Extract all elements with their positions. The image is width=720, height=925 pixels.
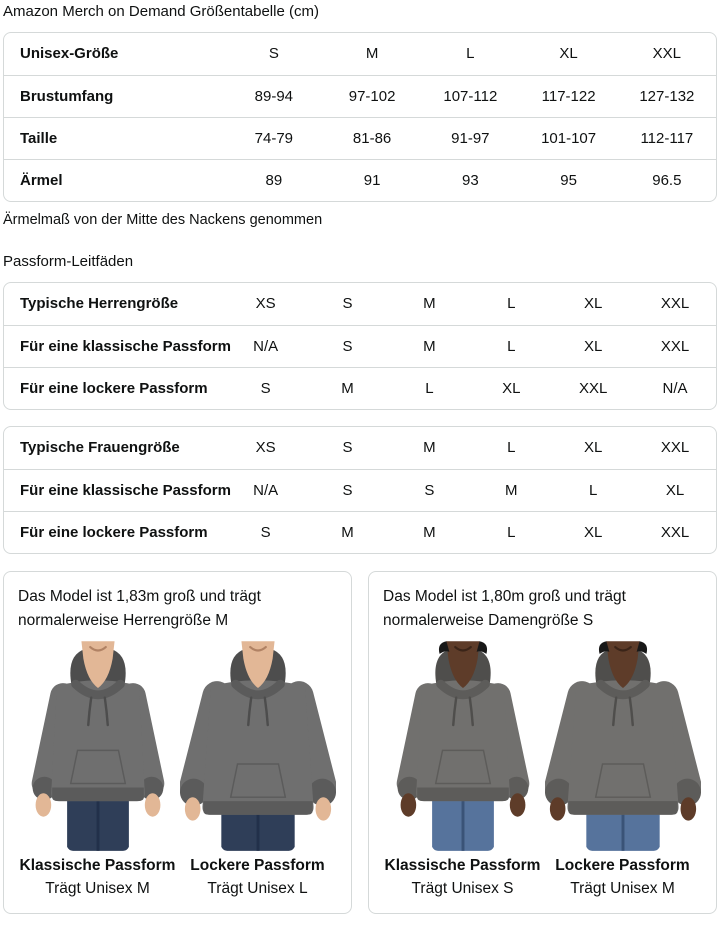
- fit-value: XL: [583, 439, 603, 457]
- fit-value: L: [552, 469, 634, 511]
- fit-row-label: Für eine lockere Passform: [4, 511, 225, 553]
- size-column-header: L: [466, 45, 475, 63]
- measure-row-label: Taille: [4, 117, 225, 159]
- sleeve-measure-note: Ärmelmaß von der Mitte des Nackens genommen: [3, 212, 323, 228]
- model-photos: [18, 641, 337, 901]
- model-photo-loose-fit: [180, 641, 336, 851]
- male-model-card: [3, 571, 352, 914]
- model-cards-row: [3, 571, 717, 914]
- fit-value: XS: [255, 439, 276, 457]
- size-table-header-label: Unisex-Größe: [20, 45, 119, 63]
- fit-value: XL: [470, 367, 552, 409]
- fit-value: XXL: [634, 325, 716, 367]
- measure-value: 96.5: [618, 159, 716, 201]
- model-photo-loose-fit: [545, 641, 701, 851]
- fit-value: M: [423, 439, 436, 457]
- measure-value: 89: [225, 159, 323, 201]
- fit-value: N/A: [225, 325, 307, 367]
- table-row: [4, 75, 716, 117]
- fit-value: M: [307, 367, 389, 409]
- fit-value: S: [342, 439, 353, 457]
- fit-row-label: Für eine lockere Passform: [4, 367, 225, 409]
- table-row: [4, 283, 716, 325]
- fit-value: XXL: [660, 439, 690, 457]
- size-caption: Trägt Unisex S: [411, 880, 514, 897]
- measure-value: 89-94: [225, 75, 323, 117]
- fit-value: M: [307, 511, 389, 553]
- fit-value: XXL: [634, 511, 716, 553]
- measure-value: 127-132: [618, 75, 716, 117]
- fit-value: S: [307, 325, 389, 367]
- fit-value: M: [388, 511, 470, 553]
- fit-value: S: [225, 367, 307, 409]
- fit-value: XXL: [660, 295, 690, 313]
- fit-value: M: [388, 325, 470, 367]
- measure-value: 95: [519, 159, 617, 201]
- fit-value: L: [470, 325, 552, 367]
- measure-value: 93: [421, 159, 519, 201]
- table-row: [4, 511, 716, 553]
- table-row: [4, 159, 716, 201]
- fit-row-label: Für eine klassische Passform: [4, 325, 225, 367]
- model-description: Das Model ist 1,80m groß und trägt normalerweise Damengröße S: [383, 588, 626, 629]
- measure-value: 97-102: [323, 75, 421, 117]
- table-row: [4, 427, 716, 469]
- fit-value: L: [470, 511, 552, 553]
- mens-fit-table: [3, 282, 717, 410]
- fit-caption: Lockere Passform: [555, 857, 690, 874]
- classic-fit-column: [385, 641, 541, 901]
- fit-value: S: [307, 469, 389, 511]
- fit-caption: Lockere Passform: [190, 857, 325, 874]
- model-photo-classic-fit: [20, 641, 176, 851]
- fit-value: S: [225, 511, 307, 553]
- model-description: Das Model ist 1,83m groß und trägt normalerweise Herrengröße M: [18, 588, 261, 629]
- model-photo-classic-fit: [385, 641, 541, 851]
- measure-value: 81-86: [323, 117, 421, 159]
- classic-fit-column: [20, 641, 176, 901]
- size-caption: Trägt Unisex M: [45, 880, 150, 897]
- fit-value: XL: [552, 511, 634, 553]
- womens-fit-table: [3, 426, 717, 554]
- size-column-header: M: [365, 45, 379, 63]
- measure-value: 117-122: [519, 75, 617, 117]
- table-row: [4, 117, 716, 159]
- measure-value: 91: [323, 159, 421, 201]
- fit-value: M: [470, 469, 552, 511]
- fit-value: N/A: [634, 367, 716, 409]
- measure-value: 91-97: [421, 117, 519, 159]
- model-photos: [383, 641, 702, 901]
- fit-row-label: Typische Herrengröße: [20, 295, 179, 313]
- fit-value: S: [388, 469, 470, 511]
- fit-value: L: [507, 439, 516, 457]
- size-caption: Trägt Unisex L: [207, 880, 308, 897]
- table-row: [4, 469, 716, 511]
- table-row: [4, 33, 716, 75]
- fit-value: XS: [255, 295, 276, 313]
- fit-value: XXL: [552, 367, 634, 409]
- fit-guides-heading: Passform-Leitfäden: [3, 253, 134, 270]
- table-row: [4, 325, 716, 367]
- fit-value: L: [388, 367, 470, 409]
- unisex-size-table: [3, 32, 717, 202]
- fit-caption: Klassische Passform: [384, 857, 541, 874]
- size-column-header: S: [268, 45, 279, 63]
- measure-value: 101-107: [519, 117, 617, 159]
- fit-value: N/A: [225, 469, 307, 511]
- measure-row-label: Ärmel: [4, 159, 225, 201]
- measure-value: 107-112: [421, 75, 519, 117]
- fit-value: XL: [552, 325, 634, 367]
- measure-value: 74-79: [225, 117, 323, 159]
- fit-row-label: Typische Frauengröße: [20, 439, 180, 457]
- female-model-card: [368, 571, 717, 914]
- size-column-header: XL: [559, 45, 578, 63]
- loose-fit-column: [180, 641, 336, 901]
- fit-value: S: [342, 295, 353, 313]
- size-column-header: XXL: [652, 45, 682, 63]
- fit-caption: Klassische Passform: [19, 857, 176, 874]
- table-row: [4, 367, 716, 409]
- measure-row-label: Brustumfang: [4, 75, 225, 117]
- fit-value: XL: [634, 469, 716, 511]
- size-caption: Trägt Unisex M: [570, 880, 675, 897]
- fit-value: XL: [583, 295, 603, 313]
- fit-row-label: Für eine klassische Passform: [4, 469, 225, 511]
- measure-value: 112-117: [618, 117, 716, 159]
- fit-value: M: [423, 295, 436, 313]
- fit-value: L: [507, 295, 516, 313]
- loose-fit-column: [545, 641, 701, 901]
- page-title: Amazon Merch on Demand Größentabelle (cm): [3, 3, 319, 20]
